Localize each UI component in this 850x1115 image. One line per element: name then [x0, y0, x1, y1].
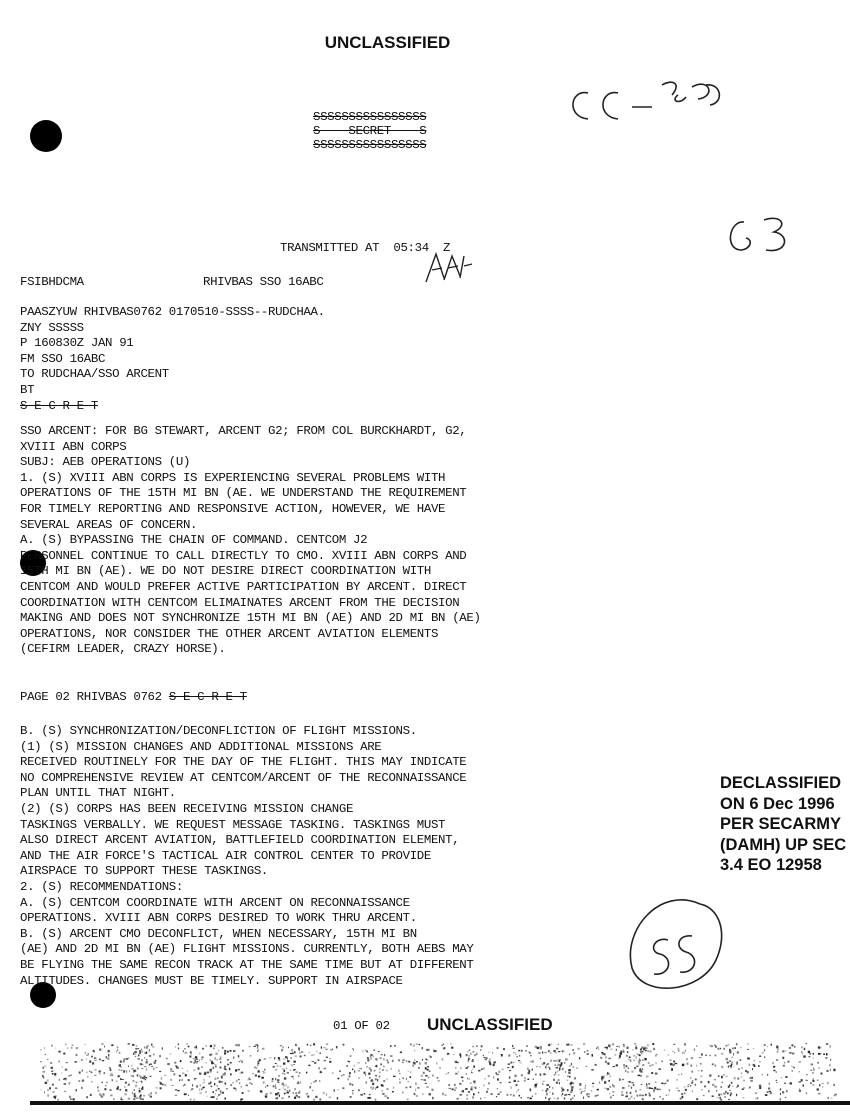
body-line: (AE) AND 2D MI BN (AE) FLIGHT MISSIONS. CURRENTLY, BOTH AEBS MAY: [20, 942, 474, 957]
transmitted-time: TRANSMITTED AT 05:34 Z: [280, 241, 451, 255]
header-line: TO RUDCHAA/SSO ARCENT: [20, 367, 169, 382]
page-count: 01 OF 02: [333, 1019, 390, 1033]
body-line: SSO ARCENT: FOR BG STEWART, ARCENT G2; FROM COL BURCKHARDT, G2,: [20, 424, 467, 438]
declassification-stamp: DECLASSIFIED ON 6 Dec 1996 PER SECARMY (DAMH) UP SEC 3.4 EO 12958: [720, 774, 847, 874]
body-line: B. (S) ARCENT CMO DECONFLICT, WHEN NECESSARY, 15TH MI BN: [20, 926, 417, 941]
body-line: COORDINATION WITH CENTCOM ELIMAINATES ARCENT FROM THE DECISION: [20, 595, 460, 610]
classification-box-line-1: SSSSSSSSSSSSSSSS: [313, 110, 427, 124]
body-line: CENTCOM AND WOULD PREFER ACTIVE PARTICIPATION BY ARCENT. DIRECT: [20, 579, 467, 594]
body-line: 15TH MI BN (AE). WE DO NOT DESIRE DIRECT COORDINATION WITH: [20, 564, 431, 579]
message-body-part-1: [20, 424, 481, 658]
body-line: (2) (S) CORPS HAS BEEN RECEIVING MISSION CHANGE: [20, 801, 354, 816]
handwritten-margin-number: [722, 210, 802, 260]
routing-left: FSIBHDCMA: [20, 275, 84, 289]
body-line: SEVERAL AREAS OF CONCERN.: [20, 517, 198, 532]
body-line: OPERATIONS, NOR CONSIDER THE OTHER ARCENT AVIATION ELEMENTS: [20, 626, 439, 641]
body-line: B. (S) SYNCHRONIZATION/DECONFLICTION OF FLIGHT MISSIONS.: [20, 724, 417, 738]
classification-box-line-3: SSSSSSSSSSSSSSSS: [313, 138, 427, 152]
body-line: (1) (S) MISSION CHANGES AND ADDITIONAL MISSIONS ARE: [20, 739, 382, 754]
body-line: XVIII ABN CORPS: [20, 439, 127, 454]
body-line: PLAN UNTIL THAT NIGHT.: [20, 786, 176, 801]
body-line: BE FLYING THE SAME RECON TRACK AT THE SAME TIME BUT AT DIFFERENT: [20, 957, 474, 972]
punch-hole-top: [30, 120, 62, 152]
body-line: NO COMPREHENSIVE REVIEW AT CENTCOM/ARCENT OF THE RECONNAISSANCE: [20, 770, 467, 785]
scan-noise-strip: [0, 1035, 850, 1115]
body-line: MAKING AND DOES NOT SYNCHRONIZE 15TH MI BN (AE) AND 2D MI BN (AE): [20, 611, 481, 626]
page-marker-text: PAGE 02 RHIVBAS 0762: [20, 690, 169, 704]
header-line: BT: [20, 382, 35, 397]
page-marker: [20, 690, 247, 706]
body-line: RECEIVED ROUTINELY FOR THE DAY OF THE FLIGHT. THIS MAY INDICATE: [20, 755, 467, 770]
body-line: A. (S) BYPASSING THE CHAIN OF COMMAND. CENTCOM J2: [20, 533, 368, 548]
classification-banner-bottom: UNCLASSIFIED: [427, 1015, 553, 1034]
routing-right: RHIVBAS SSO 16ABC: [203, 275, 324, 289]
body-line: FOR TIMELY REPORTING AND RESPONSIVE ACTION, HOWEVER, WE HAVE: [20, 501, 446, 516]
body-line: 2. (S) RECOMMENDATIONS:: [20, 879, 183, 894]
body-line: A. (S) CENTCOM COORDINATE WITH ARCENT ON RECONNAISSANCE: [20, 895, 410, 910]
body-line: SUBJ: AEB OPERATIONS (U): [20, 455, 191, 470]
body-line: OPERATIONS OF THE 15TH MI BN (AE. WE UNDERSTAND THE REQUIREMENT: [20, 486, 467, 501]
body-line: ALTITUDES. CHANGES MUST BE TIMELY. SUPPORT IN AIRSPACE: [20, 973, 403, 988]
classification-box-line-2: S SECRET S: [313, 124, 427, 138]
classification-banner-top: UNCLASSIFIED: [324, 33, 451, 52]
body-line: PERSONNEL CONTINUE TO CALL DIRECTLY TO CMO. XVIII ABN CORPS AND: [20, 548, 467, 563]
body-line: TASKINGS VERBALLY. WE REQUEST MESSAGE TASKING. TASKINGS MUST: [20, 817, 446, 832]
body-line: ALSO DIRECT ARCENT AVIATION, BATTLEFIELD COORDINATION ELEMENT,: [20, 833, 460, 848]
body-line: 1. (S) XVIII ABN CORPS IS EXPERIENCING SEVERAL PROBLEMS WITH: [20, 470, 446, 485]
body-line: (CEFIRM LEADER, CRAZY HORSE).: [20, 642, 226, 657]
header-classification: S E C R E T: [20, 398, 98, 413]
handwritten-circled-number: [620, 890, 735, 1000]
header-line: FM SSO 16ABC: [20, 351, 106, 366]
page-marker-classification: S E C R E T: [168, 690, 247, 704]
header-line: PAASZYUW RHIVBAS0762 0170510-SSSS--RUDCHAA.: [20, 305, 325, 319]
message-header: [20, 305, 325, 414]
message-body-part-2: [20, 724, 473, 989]
body-line: AND THE AIR FORCE'S TACTICAL AIR CONTROL CENTER TO PROVIDE: [20, 848, 431, 863]
header-line: P 160830Z JAN 91: [20, 336, 134, 351]
header-line: ZNY SSSSS: [20, 320, 84, 335]
handwritten-top-right: [560, 75, 730, 135]
body-line: AIRSPACE TO SUPPORT THESE TASKINGS.: [20, 864, 268, 879]
body-line: OPERATIONS. XVIII ABN CORPS DESIRED TO WORK THRU ARCENT.: [20, 911, 417, 926]
